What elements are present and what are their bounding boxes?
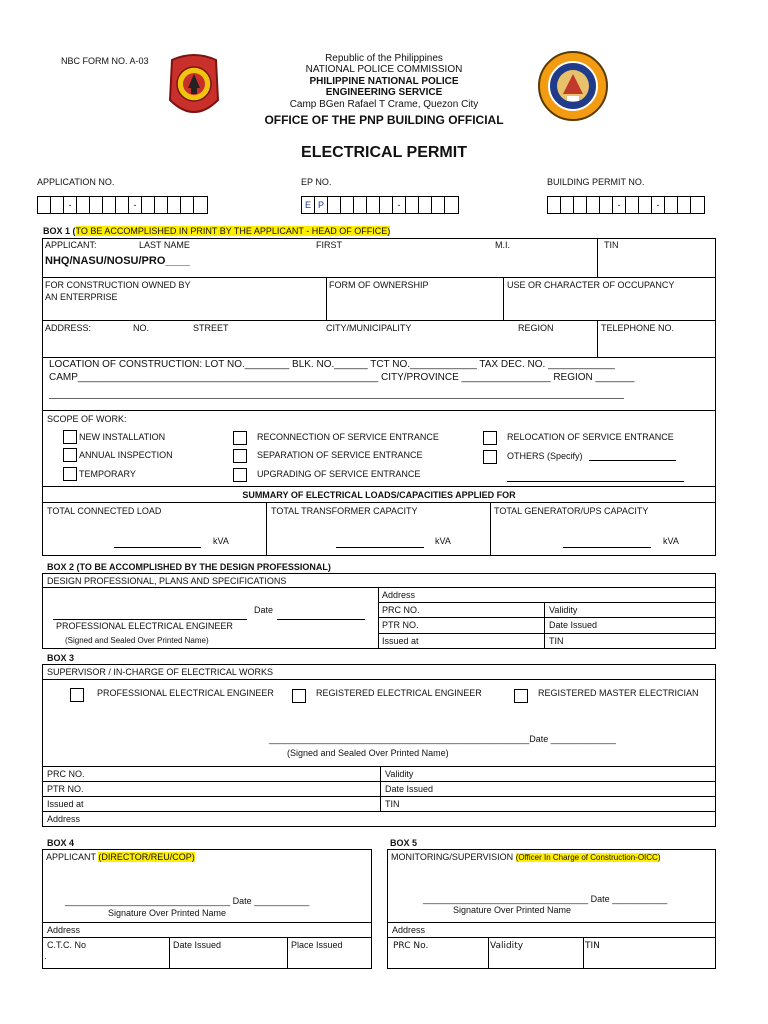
supervisor-ree-label: REGISTERED ELECTRICAL ENGINEER [316, 688, 482, 698]
new-installation-label: NEW INSTALLATION [79, 432, 166, 442]
camp-line: Camp BGen Rafael T Crame, Quezon City [289, 99, 479, 110]
design-signature-line[interactable] [53, 619, 247, 620]
box4-dot: . [44, 951, 47, 961]
first-name-label: FIRST [316, 240, 342, 250]
supervisor-pee-checkbox[interactable] [70, 688, 84, 702]
design-pee-label: PROFESSIONAL ELECTRICAL ENGINEER [56, 621, 233, 631]
relocation-checkbox[interactable] [483, 431, 497, 445]
box5-address-label: Address [392, 925, 426, 935]
box5-signature-date-line[interactable]: _________________________________ Date ___________ [423, 894, 668, 904]
separation-label: SEPARATION OF SERVICE ENTRANCE [257, 450, 423, 460]
generator-capacity-input[interactable] [563, 547, 651, 548]
page-title: ELECTRICAL PERMIT [301, 144, 467, 161]
form-of-ownership-label: FORM OF OWNERSHIP [329, 280, 429, 290]
application-no-label: APPLICATION NO. [37, 177, 115, 187]
generator-capacity-unit: kVA [663, 536, 679, 546]
address-no-label: NO. [133, 323, 150, 333]
design-date-label: Date [254, 605, 274, 615]
box4-title: BOX 4 [47, 838, 75, 848]
camp-line-field[interactable]: CAMP______________________________________________________ CITY/PROVINCE ________________ REGION _______ [49, 372, 635, 383]
supervisor-ptr-label: PTR NO. [47, 784, 84, 794]
owned-by-label: FOR CONSTRUCTION OWNED BY [45, 280, 191, 290]
middle-initial-label: M.I. [495, 240, 510, 250]
use-of-occupancy-label: USE OR CHARACTER OF OCCUPANCY [507, 280, 675, 290]
upgrading-label: UPGRADING OF SERVICE ENTRANCE [257, 469, 421, 479]
commission-line: NATIONAL POLICE COMMISSION [305, 64, 463, 75]
annual-inspection-label: ANNUAL INSPECTION [79, 450, 173, 460]
design-validity-label: Validity [549, 605, 578, 615]
building-permit-no-label: BUILDING PERMIT NO. [547, 177, 645, 187]
supervisor-label: SUPERVISOR / IN-CHARGE OF ELECTRICAL WORKS [47, 667, 274, 677]
ep-no-field[interactable]: E P - [301, 196, 459, 214]
supervisor-date-issued-label: Date Issued [385, 784, 434, 794]
applicant-name-value[interactable]: NHQ/NASU/NOSU/PRO____ [45, 255, 190, 267]
design-address-label: Address [382, 590, 416, 600]
address-label: ADDRESS: [45, 323, 92, 333]
design-date-issued-label: Date Issued [549, 620, 598, 630]
temporary-label: TEMPORARY [79, 469, 136, 479]
connected-load-input[interactable] [114, 547, 201, 548]
city-label: CITY/MUNICIPALITY [326, 323, 412, 333]
box1-title: BOX 1 (TO BE ACCOMPLISHED IN PRINT BY THE APPLICANT - HEAD OF OFFICE) [43, 226, 391, 236]
box5-validity-label: Validity [490, 941, 524, 951]
connected-load-unit: kVA [213, 536, 229, 546]
design-professional-label: DESIGN PROFESSIONAL, PLANS AND SPECIFICATIONS [47, 576, 287, 586]
box5-monitoring-label: MONITORING/SUPERVISION (Officer In Charge of Construction-OICC) [391, 852, 661, 862]
applicant-label: APPLICANT: [45, 240, 97, 250]
supervisor-ree-checkbox[interactable] [292, 689, 306, 703]
connected-load-label: TOTAL CONNECTED LOAD [47, 506, 162, 516]
box4-address-label: Address [47, 925, 81, 935]
box4-signature-date-line[interactable]: _________________________________ Date ___________ [65, 896, 310, 906]
location-line[interactable]: LOCATION OF CONSTRUCTION: LOT NO.________ BLK. NO.______ TCT NO.____________ TAX DEC. NO. ____________ [49, 359, 615, 370]
building-permit-no-field[interactable]: - - [547, 196, 705, 214]
box5-signature-label: Signature Over Printed Name [453, 905, 572, 915]
summary-heading: SUMMARY OF ELECTRICAL LOADS/CAPACITIES APPLIED FOR [242, 490, 516, 500]
separation-checkbox[interactable] [233, 449, 247, 463]
relocation-label: RELOCATION OF SERVICE ENTRANCE [507, 432, 674, 442]
supervisor-pee-label: PROFESSIONAL ELECTRICAL ENGINEER [97, 688, 274, 698]
tin-label: TIN [604, 240, 619, 250]
supervisor-tin-label: TIN [385, 799, 400, 809]
scope-of-work-label: SCOPE OF WORK: [47, 414, 127, 424]
box4-ctc-label: C.T.C. No [47, 940, 87, 950]
application-no-field[interactable]: - - [37, 196, 208, 214]
region-label: REGION [518, 323, 554, 333]
transformer-capacity-unit: kVA [435, 536, 451, 546]
republic-line: Republic of the Philippines [325, 53, 443, 64]
box2-title: BOX 2 (TO BE ACCOMPLISHED BY THE DESIGN PROFESSIONAL) [47, 562, 331, 572]
design-ptr-label: PTR NO. [382, 620, 419, 630]
upgrading-checkbox[interactable] [233, 468, 247, 482]
ep-no-label: EP NO. [301, 177, 332, 187]
transformer-capacity-input[interactable] [336, 547, 424, 548]
design-tin-label: TIN [549, 636, 564, 646]
box5-title: BOX 5 [390, 838, 418, 848]
others-checkbox[interactable] [483, 450, 497, 464]
supervisor-prc-label: PRC NO. [47, 769, 85, 779]
new-installation-checkbox[interactable] [63, 430, 77, 444]
box4-date-issued-label: Date Issued [173, 940, 222, 950]
box4-place-issued-label: Place Issued [291, 940, 343, 950]
service-line: ENGINEERING SERVICE [325, 87, 443, 98]
owned-by-label-2: AN ENTERPRISE [45, 292, 118, 302]
design-date-line[interactable] [277, 619, 365, 620]
reconnection-label: RECONNECTION OF SERVICE ENTRANCE [257, 432, 439, 442]
design-prc-label: PRC NO. [382, 605, 420, 615]
supervisor-issued-at-label: Issued at [47, 799, 84, 809]
supervisor-validity-label: Validity [385, 769, 414, 779]
temporary-checkbox[interactable] [63, 467, 77, 481]
supervisor-address-label: Address [47, 814, 81, 824]
annual-inspection-checkbox[interactable] [63, 448, 77, 462]
street-label: STREET [193, 323, 229, 333]
generator-capacity-label: TOTAL GENERATOR/UPS CAPACITY [494, 506, 649, 516]
telephone-label: TELEPHONE NO. [601, 323, 675, 333]
pnp-line: PHILIPPINE NATIONAL POLICE [309, 76, 459, 87]
form-number: NBC FORM NO. A-03 [61, 56, 149, 66]
supervisor-signature-date-line[interactable]: ____________________________________________________Date _____________ [269, 734, 616, 744]
box3-title: BOX 3 [47, 653, 75, 663]
box5-tin-label: TIN [585, 941, 600, 951]
box4-applicant-label: APPLICANT (DIRECTOR/REU/COP) [46, 852, 195, 862]
supervisor-signed-note: (Signed and Sealed Over Printed Name) [287, 748, 449, 758]
design-issued-at-label: Issued at [382, 636, 419, 646]
box5-prc-label: PRC No. [393, 941, 429, 951]
supervisor-rme-label: REGISTERED MASTER ELECTRICIAN [538, 688, 699, 698]
design-signed-note: (Signed and Sealed Over Printed Name) [65, 636, 209, 645]
others-specify-line-2[interactable] [507, 481, 684, 482]
transformer-capacity-label: TOTAL TRANSFORMER CAPACITY [271, 506, 418, 516]
others-label: OTHERS (Specify) [507, 451, 583, 461]
office-line: OFFICE OF THE PNP BUILDING OFFICIAL [264, 113, 504, 127]
reconnection-checkbox[interactable] [233, 431, 247, 445]
supervisor-rme-checkbox[interactable] [514, 689, 528, 703]
box4-signature-label: Signature Over Printed Name [108, 908, 227, 918]
others-specify-line[interactable] [589, 460, 676, 461]
last-name-label: LAST NAME [139, 240, 190, 250]
